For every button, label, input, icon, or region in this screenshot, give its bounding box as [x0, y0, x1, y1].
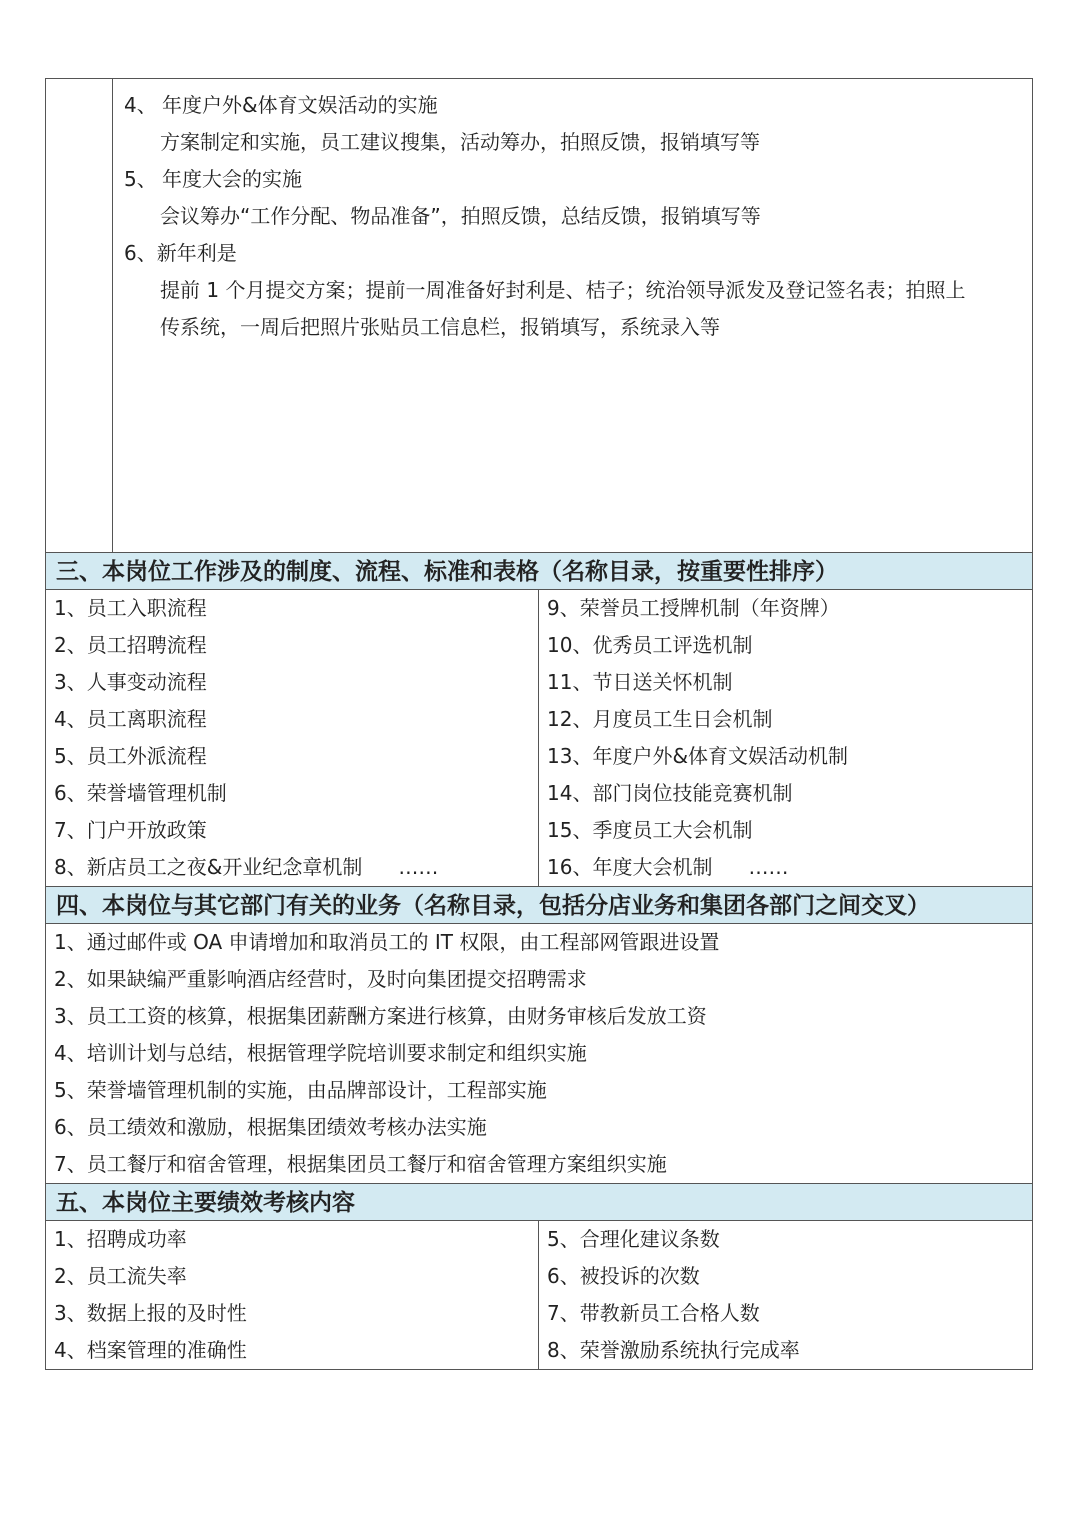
section3-left-column	[46, 590, 539, 886]
ellipsis: ……	[398, 855, 439, 879]
list-item: 5、员工外派流程	[54, 744, 207, 768]
list-item: 9、荣誉员工授牌机制（年资牌）	[547, 596, 840, 620]
list-item: 1、招聘成功率	[54, 1227, 187, 1251]
section4-list	[45, 924, 1033, 1183]
list-item: 4、档案管理的准确性	[54, 1338, 247, 1362]
top-item-list	[124, 87, 1024, 346]
list-item: 13、年度户外&体育文娱活动机制	[547, 744, 849, 768]
ellipsis: ……	[748, 855, 789, 879]
list-item: 7、门户开放政策	[54, 818, 207, 842]
list-item: 15、季度员工大会机制	[547, 818, 753, 842]
section5-header: 五、本岗位主要绩效考核内容	[45, 1183, 1033, 1221]
section3-right-column	[539, 590, 1032, 886]
list-item: 14、部门岗位技能竞赛机制	[547, 781, 793, 805]
item-detail: 方案制定和实施，员工建议搜集，活动筹办，拍照反馈，报销填写等	[160, 130, 760, 154]
item-title: 年度大会的实施	[162, 167, 302, 191]
list-item: 2、员工流失率	[54, 1264, 187, 1288]
list-item-text: 8、新店员工之夜&开业纪念章机制	[54, 855, 363, 879]
list-item: 5、合理化建议条数	[547, 1227, 720, 1251]
list-item: 3、数据上报的及时性	[54, 1301, 247, 1325]
list-item	[539, 849, 1032, 886]
section3-header: 三、本岗位工作涉及的制度、流程、标准和表格（名称目录，按重要性排序）	[45, 552, 1033, 590]
document-page	[45, 78, 1033, 1370]
section5-left-column	[46, 1221, 539, 1369]
item-title: 年度户外&体育文娱活动的实施	[162, 93, 438, 117]
item-number: 4、	[124, 93, 157, 117]
list-item: 2、如果缺编严重影响酒店经营时，及时向集团提交招聘需求	[54, 967, 587, 991]
list-item: 4、培训计划与总结，根据管理学院培训要求制定和组织实施	[54, 1041, 587, 1065]
top-content-box	[45, 78, 1033, 552]
list-item-text: 16、年度大会机制	[547, 855, 713, 879]
top-item	[124, 161, 1024, 235]
list-item: 3、人事变动流程	[54, 670, 207, 694]
list-item: 6、荣誉墙管理机制	[54, 781, 227, 805]
item-detail: 会议筹办“工作分配、物品准备”，拍照反馈，总结反馈，报销填写等	[160, 204, 761, 228]
item-detail: 传系统，一周后把照片张贴员工信息栏，报销填写，系统录入等	[160, 315, 720, 339]
list-item: 7、员工餐厅和宿舍管理，根据集团员工餐厅和宿舍管理方案组织实施	[54, 1152, 667, 1176]
list-item: 12、月度员工生日会机制	[547, 707, 773, 731]
section3-table	[45, 590, 1033, 886]
section4-header: 四、本岗位与其它部门有关的业务（名称目录，包括分店业务和集团各部门之间交叉）	[45, 886, 1033, 924]
list-item: 6、被投诉的次数	[547, 1264, 700, 1288]
list-item: 1、员工入职流程	[54, 596, 207, 620]
item-number: 6、	[124, 241, 157, 265]
top-item	[124, 235, 1024, 346]
list-item: 7、带教新员工合格人数	[547, 1301, 760, 1325]
list-item: 5、荣誉墙管理机制的实施，由品牌部设计，工程部实施	[54, 1078, 547, 1102]
list-item: 4、员工离职流程	[54, 707, 207, 731]
list-item: 3、员工工资的核算，根据集团薪酬方案进行核算，由财务审核后发放工资	[54, 1004, 707, 1028]
item-detail: 提前 1 个月提交方案；提前一周准备好封利是、桔子；统治领导派发及登记签名表；拍照上	[160, 278, 966, 302]
list-item: 10、优秀员工评选机制	[547, 633, 753, 657]
section5-table	[45, 1221, 1033, 1370]
top-left-cell	[46, 79, 113, 552]
list-item: 11、节日送关怀机制	[547, 670, 733, 694]
section5-right-column	[539, 1221, 1032, 1369]
list-item: 6、员工绩效和激励，根据集团绩效考核办法实施	[54, 1115, 487, 1139]
list-item: 2、员工招聘流程	[54, 633, 207, 657]
list-item: 1、通过邮件或 OA 申请增加和取消员工的 IT 权限，由工程部网管跟进设置	[54, 930, 720, 954]
list-item	[46, 849, 538, 886]
list-item: 8、荣誉激励系统执行完成率	[547, 1338, 800, 1362]
top-item	[124, 87, 1024, 161]
item-title: 新年利是	[156, 241, 237, 265]
item-number: 5、	[124, 167, 157, 191]
